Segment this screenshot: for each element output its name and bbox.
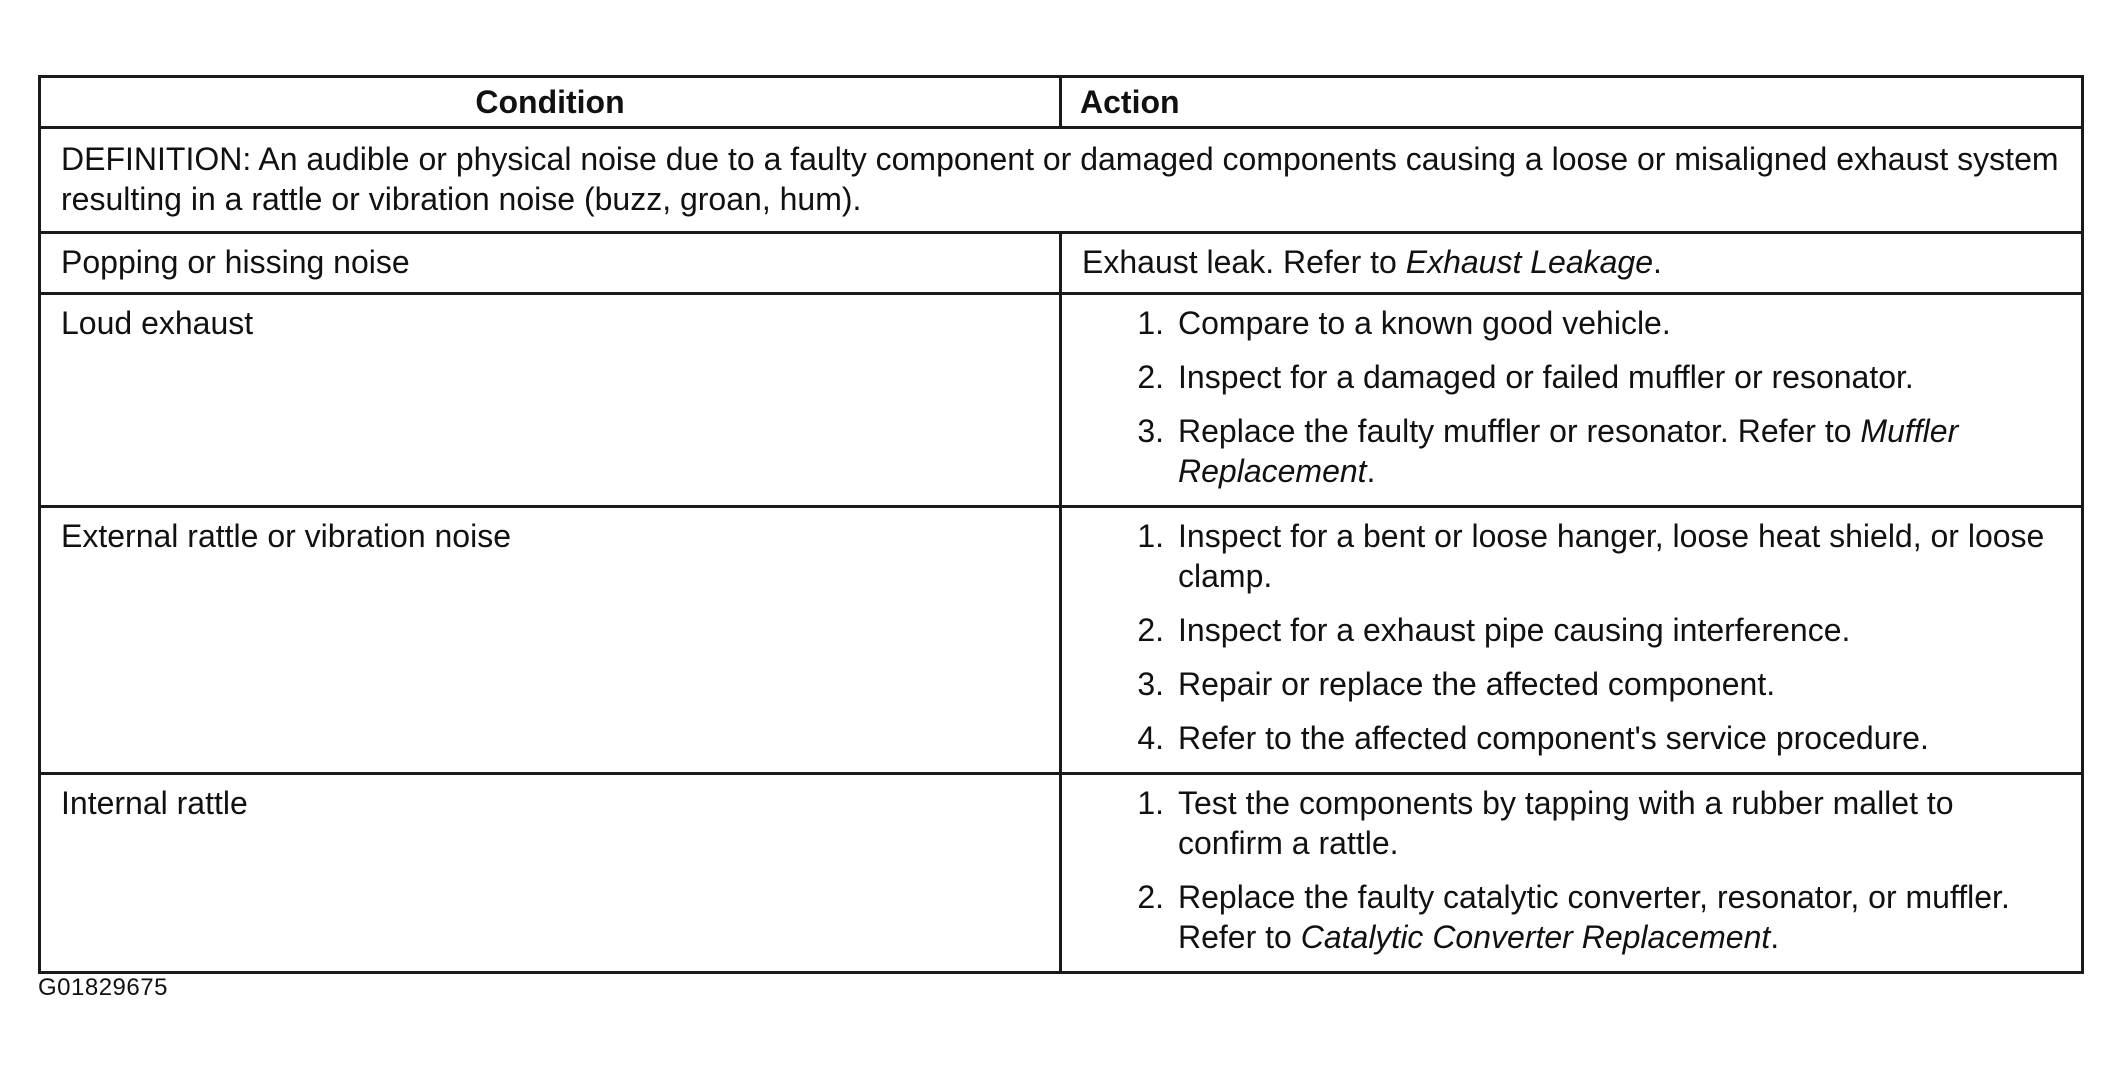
table-row xyxy=(40,233,2083,294)
step-text: Replace the faulty catalytic converter, resonator, or muffler. Refer to xyxy=(1178,879,2010,955)
step-item xyxy=(1082,783,2061,863)
step-text: Refer to the affected component's service procedure. xyxy=(1178,720,1929,756)
step-item xyxy=(1082,516,2061,596)
step-text: Inspect for a bent or loose hanger, loose heat shield, or loose clamp. xyxy=(1178,518,2045,594)
step-item xyxy=(1082,718,2061,758)
step-list xyxy=(1082,783,2061,957)
procedure-reference: Exhaust Leakage xyxy=(1405,244,1654,280)
procedure-reference: Catalytic Converter Replacement xyxy=(1300,919,1771,955)
step-text: Replace the faulty muffler or resonator. Refer to xyxy=(1178,413,1861,449)
step-text-end: . xyxy=(1770,919,1780,955)
condition-cell: External rattle or vibration noise xyxy=(40,507,1061,774)
definition-text: DEFINITION: An audible or physical noise due to a faulty component or damaged components causing a loose or misaligned exhaust system resulting in a rattle or vibration noise (buzz, groan, hum). xyxy=(40,128,2083,233)
condition-header: Condition xyxy=(40,77,1061,128)
step-item xyxy=(1082,357,2061,397)
action-cell xyxy=(1061,294,2083,507)
step-item xyxy=(1082,877,2061,957)
action-text-end: . xyxy=(1653,244,1662,280)
action-cell xyxy=(1061,233,2083,294)
step-number: 1. xyxy=(1137,785,1164,821)
step-number: 2. xyxy=(1137,879,1164,915)
step-number: 1. xyxy=(1137,305,1164,341)
table-row xyxy=(40,294,2083,507)
step-list xyxy=(1082,303,2061,491)
action-text: Exhaust leak. Refer to xyxy=(1082,244,1406,280)
condition-cell: Internal rattle xyxy=(40,774,1061,973)
figure-id: G01829675 xyxy=(38,974,168,1001)
step-item xyxy=(1082,664,2061,704)
step-text: Test the components by tapping with a rubber mallet to confirm a rattle. xyxy=(1178,785,1954,861)
diagnostic-table-container xyxy=(38,75,2084,974)
step-text: Repair or replace the affected component. xyxy=(1178,666,1776,702)
step-number: 3. xyxy=(1137,666,1164,702)
action-cell xyxy=(1061,774,2083,973)
step-list xyxy=(1082,516,2061,758)
step-number: 1. xyxy=(1137,518,1164,554)
step-number: 3. xyxy=(1137,413,1164,449)
action-cell xyxy=(1061,507,2083,774)
step-item xyxy=(1082,610,2061,650)
step-text: Compare to a known good vehicle. xyxy=(1178,305,1671,341)
step-text: Inspect for a damaged or failed muffler or resonator. xyxy=(1178,359,1914,395)
definition-row xyxy=(40,128,2083,233)
procedure-reference: Muffler Replacement xyxy=(1178,413,1959,489)
step-number: 2. xyxy=(1137,359,1164,395)
diagnostic-table xyxy=(38,75,2084,974)
action-header: Action xyxy=(1061,77,2083,128)
header-row xyxy=(40,77,2083,128)
step-text-end: . xyxy=(1366,453,1376,489)
step-text: Inspect for a exhaust pipe causing interference. xyxy=(1178,612,1851,648)
step-number: 2. xyxy=(1137,612,1164,648)
table-row xyxy=(40,507,2083,774)
step-number: 4. xyxy=(1137,720,1164,756)
condition-cell: Popping or hissing noise xyxy=(40,233,1061,294)
step-item xyxy=(1082,303,2061,343)
step-item xyxy=(1082,411,2061,491)
table-row xyxy=(40,774,2083,973)
condition-cell: Loud exhaust xyxy=(40,294,1061,507)
